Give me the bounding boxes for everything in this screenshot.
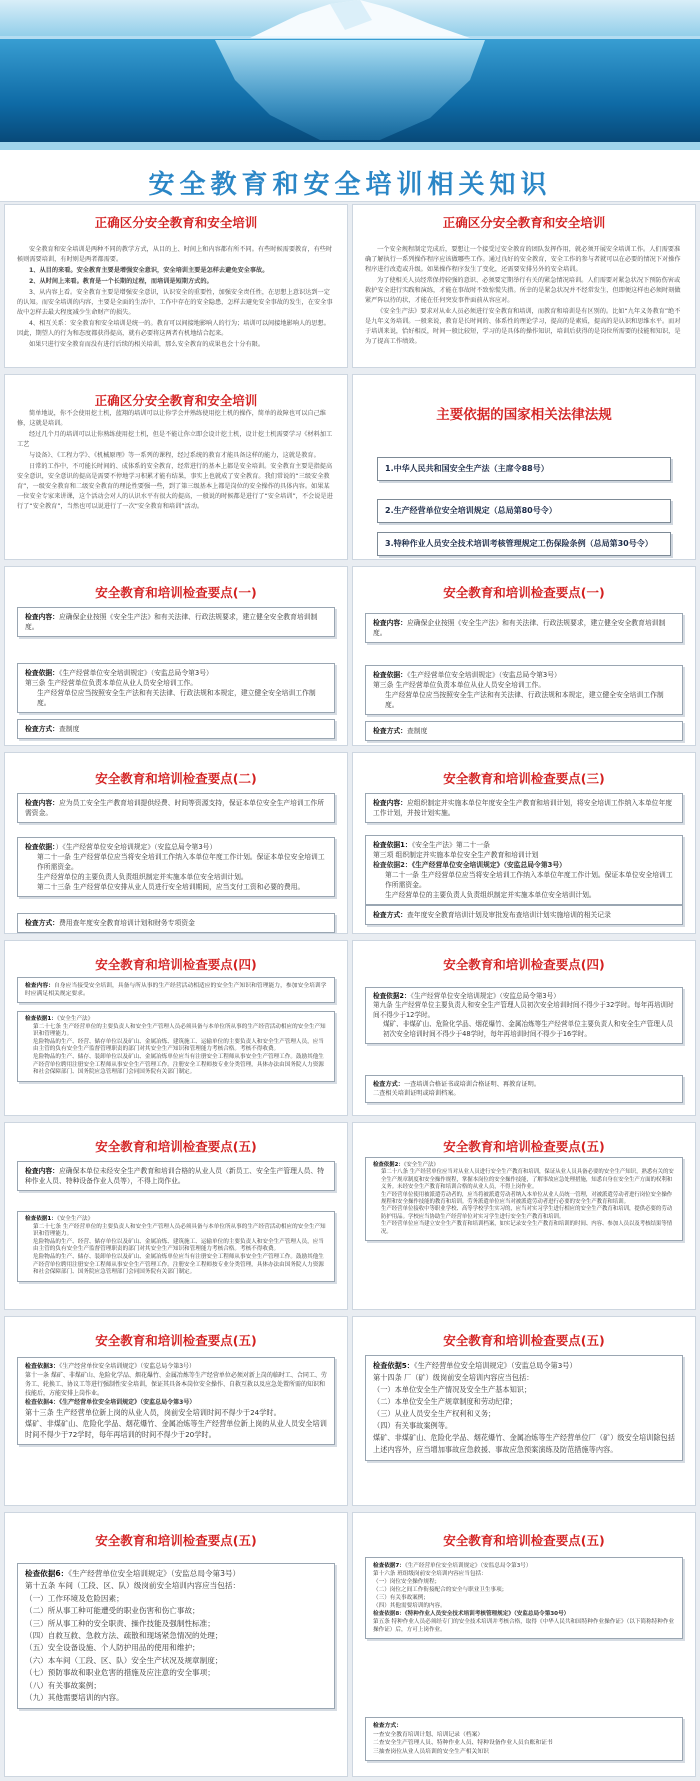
check-basis-label: 检查依据3： bbox=[25, 1363, 60, 1370]
basis-line: （四）自救互救、急救方法、疏散和现场紧急情况的处理； bbox=[25, 1631, 223, 1641]
basis-line: 第十六条 班组级岗前安全培训内容应当包括： bbox=[373, 1571, 487, 1577]
method-line: 二查安全生产管理人员、特种作业人员、特种设备作业人员台账和证书 bbox=[373, 1740, 553, 1747]
iceberg-illustration bbox=[0, 0, 700, 150]
basis-line: （八）有关事故案例； bbox=[25, 1680, 101, 1690]
basis-line: ）《生产经营单位安全培训规定》（安监总局令第3号） bbox=[55, 843, 217, 851]
basis-line: 第二十一条 生产经营单位应当将安全培训工作纳入本单位年度工作计划。保证本单位安全培训工作所需资金。 bbox=[37, 853, 325, 871]
check-content-box bbox=[17, 977, 335, 1003]
check-basis-box bbox=[17, 837, 335, 897]
basis-line: 煤矿、非煤矿山、危险化学品、烟花爆竹、金属冶炼等生产经营单位新上岗的从业人员安全培训时间不得少于72学时，每年再培训的时间不得少于20学时。 bbox=[25, 1419, 327, 1439]
paragraph: 如果只进行安全教育而没有进行后续的相关培训，那么安全教育的成果也会十分有限。 bbox=[29, 341, 265, 348]
paragraph: 《安全生产法》要求对从业人员必须进行安全教育和培训，而教育和培训是有区别的。比如“九年义务教育”绝不是九年义务培训。一般来说，教育是长时间的、体系性的理论学习，提高的是素质，提高的是认识和思维水平。而对于培训来说，恰好相反，时间一般比较短，学习的是具体的操作知识，培训后获得的是岗位所需要的技能和知识，是为了提高工作绩效。 bbox=[365, 308, 681, 345]
check-content-box bbox=[17, 1161, 335, 1191]
check-method-label: 检查方式： bbox=[373, 1723, 402, 1729]
check-content-text: 自身应当接受安全培训，具备与所从事的生产经营活动相适应的安全生产知识和管理能力，参加安全培训学时应满足相关规定要求。 bbox=[25, 983, 327, 997]
basis-line: 生产经营单位应当建立安全生产教育和培训档案，如实记录安全生产教育和培训的时间、内容、参加人员以及考核结果等情况。 bbox=[381, 1221, 673, 1235]
basis-line: 《生产经营单位安全培训规定》（安监总局令第3号） bbox=[413, 1361, 577, 1370]
basis-line: 第五条 特种作业人员必须经专门的安全技术培训并考核合格，取得《中华人民共和国特种作业操作证》（以下简称特种作业操作证）后，方可上岗作业。 bbox=[373, 1619, 675, 1633]
basis-line: （一）岗位安全操作规程； bbox=[373, 1579, 441, 1585]
slide-title: 正确区分安全教育和安全培训 bbox=[442, 215, 606, 230]
basis-line: 危险物品的生产、经营、储存单位以及矿山、金属冶炼、建筑施工、运输单位的主要负责人和安全生产管理人员，应当由主管的负有安全生产监督管理职责的部门对其安全生产知识和管理能力考核合格。考核不得收费。 bbox=[33, 1238, 324, 1253]
check-basis-label: 检查依据5： bbox=[373, 1361, 414, 1370]
check-method-text: 查制度 bbox=[406, 727, 428, 735]
check-content-label: 检查内容： bbox=[25, 613, 59, 621]
basis-line: （二）本单位安全生产规章制度和劳动纪律； bbox=[373, 1397, 517, 1406]
basis-line: （三）有关事故案例； bbox=[373, 1595, 429, 1601]
check-method-label: 检查方式： bbox=[373, 911, 407, 919]
slide-title: 安全教育和培训检查要点(五) bbox=[95, 1533, 257, 1548]
check-basis-box bbox=[365, 1355, 683, 1461]
check-content-text: 应确保企业按照《安全生产法》和有关法律、行政法规要求，建立健全安全教育培训制度。 bbox=[373, 619, 666, 637]
basis-line: 煤矿、非煤矿山、危险化学品、烟花爆竹、金属冶炼等生产经营单位主要负责人和安全生产管理人员初次安全培训时间不得少于48学时，每年再培训时间不得少于16学时。 bbox=[383, 1020, 674, 1038]
basis-line: 第十一条 煤矿、非煤矿山、危险化学品、烟花爆竹、金属冶炼等生产经营单位必须对新上岗的临时工、合同工、劳务工、轮换工、协议工等进行强制性安全培训，保证其具备本岗位安全操作、自救互救以及应急处置所需的知识和技能后，方能安排上岗作业。 bbox=[25, 1372, 327, 1397]
check-basis-label: 检查依据1： bbox=[25, 1216, 57, 1222]
slide-title: 安全教育和培训检查要点(五) bbox=[95, 1333, 257, 1348]
basis-line: 生产经营单位的主要负责人负责组织制定并实施本单位安全培训计划。 bbox=[37, 873, 248, 881]
check-method-text: 查年度安全教育培训计划及审批发布查培训计划实施培训的相关记录 bbox=[406, 911, 611, 919]
basis-line: 检查依据4：《生产经营单位安全培训规定》（安监总局令第3号） bbox=[25, 1399, 196, 1406]
check-basis-box bbox=[365, 1157, 683, 1241]
basis-line: 《生产经营单位安全培训规定》（安监总局令第3号） bbox=[68, 1569, 241, 1578]
slide-1 bbox=[4, 204, 348, 368]
basis-line: 《生产经营单位安全培训规定》（安监总局令第3号） bbox=[406, 671, 561, 679]
paragraph: 日常的工作中，不可能长时间的、成体系的安全教育，经常进行的基本上都是安全培训。安全教育主要是指提高安全意识，安全意识的提高是需要不停地学习积累才能有结果，事实上也就成了安全教育。我们常说的“三级安全教育”，一级安全教育和二级安全教育的理论性要强一些，到了第三级基本上都是岗位的安全操作的具体内容。如果某一位安全专家来讲课，这个活动会对人的认识水平有很大的提高，一般说的时候都是进行了“安全培训”，不会说是进行了“安全教育”，当然也可以说进行了一次“安全教育和培训”活动。 bbox=[17, 463, 333, 510]
paragraph: 简单地说，你不会使用挖土机，蓝翔的培训可以让你学会并熟练使用挖土机的操作，简单的故障也可以自己维修，这就是培训。 bbox=[17, 410, 326, 427]
check-content-label: 检查内容： bbox=[373, 799, 407, 807]
basis-line: 生产经营单位使用被派遣劳动者的，应当将被派遣劳动者纳入本单位从业人员统一管理，对被派遣劳动者进行岗位安全操作规程和安全操作技能的教育和培训。劳务派遣单位应当对被派遣劳动者进行必要的安全生产教育和培训。 bbox=[381, 1191, 673, 1206]
check-method-text: 一查培训合格证书或培训合格证明、再教育证明。 bbox=[403, 1081, 541, 1088]
basis-line: 第三条 生产经营单位负责本单位从业人员安全培训工作。 bbox=[25, 679, 198, 687]
check-content-text: 应为员工安全生产教育培训提供经费、时间等资源支持，保证本单位安全生产培训工作所需资金。 bbox=[25, 799, 325, 817]
slide-5 bbox=[4, 566, 348, 746]
page-title: 安全教育和安全培训相关知识 bbox=[148, 170, 552, 200]
basis-line: 煤矿、非煤矿山、危险化学品、烟花爆竹、金属冶炼等生产经营单位厂（矿）级安全培训除包括上述内容外，应当增加事故应急救援、事故应急预案演练及防范措施等内容。 bbox=[373, 1433, 675, 1454]
slide-title: 安全教育和培训检查要点(三) bbox=[443, 771, 605, 786]
check-basis-box bbox=[17, 1357, 335, 1445]
law-item-3: 3.特种作业人员安全技术培训考核管理规定工伤保险条例（总局第30号令） bbox=[377, 532, 671, 556]
basis-line: 生产经营单位应当按照安全生产法和有关法律、行政法规和本规定，建立健全安全培训工作制度。 bbox=[37, 689, 316, 707]
hero-banner bbox=[0, 0, 700, 150]
slide-body bbox=[365, 245, 683, 348]
basis-line: （六）本车间（工段、区、队）安全生产状况及规章制度； bbox=[25, 1655, 223, 1665]
slide-title: 安全教育和培训检查要点(一) bbox=[443, 585, 605, 600]
paragraph: 2、从时间上来看。教育是一个长期的过程，而培训是短期方式的。 bbox=[29, 278, 213, 285]
check-basis-label: 检查依据： bbox=[25, 843, 56, 851]
basis-line: 生产经营单位应当按照安全生产法和有关法律、行政法规和本规定，建立健全安全培训工作制度。 bbox=[385, 691, 664, 709]
method-line: 三抽查岗位从业人员培训的安全生产相关知识 bbox=[373, 1748, 489, 1755]
slide-10 bbox=[352, 940, 696, 1116]
check-content-box bbox=[17, 793, 335, 823]
basis-line: 第九条 生产经营单位主要负责人和安全生产管理人员初次安全培训时间不得少于32学时。每年再培训时间不得少于12学时。 bbox=[373, 1001, 674, 1019]
basis-line: 《生产经营单位安全培训规定》（安监总局令第3号） bbox=[404, 1563, 532, 1569]
paragraph: 4、相互关系：安全教育和安全培训是统一的。教育可以间接地影响人的行为；培训可以间接地影响人的思想。因此，期望人的行为和态度都获得提高，就有必要将这两者有机地结合起来。 bbox=[17, 320, 330, 337]
slide-7 bbox=[4, 752, 348, 934]
basis-line: 第十五条 车间（工段、区、队）级岗前安全培训内容应当包括： bbox=[25, 1581, 241, 1591]
basis-line: 第二十八条 生产经营单位应当对从业人员进行安全生产教育和培训，保证从业人员具备必要的安全生产知识，熟悉有关的安全生产规章制度和安全操作规程，掌握本岗位的安全操作技能，了解事故应急处理措施，知悉自身在安全生产方面的权利和义务。未经安全生产教育和培训合格的从业人员，不得上岗作业。 bbox=[381, 1169, 674, 1191]
slide-title: 安全教育和培训检查要点(二) bbox=[95, 771, 257, 786]
slide-4 bbox=[352, 374, 696, 560]
basis-line: 生产经营单位的主要负责人负责组织制定并实施本单位安全培训计划。 bbox=[385, 891, 596, 899]
check-basis-box bbox=[17, 1211, 335, 1282]
check-method-box bbox=[365, 1075, 683, 1103]
basis-line: （四）其他需要培训的内容。 bbox=[373, 1603, 446, 1609]
slide-6 bbox=[352, 566, 696, 746]
basis-line: 《生产经营单位安全培训规定》（安监总局令第3号） bbox=[410, 992, 560, 1000]
check-method-label: 检查方式： bbox=[25, 725, 59, 733]
basis-line: （九）其他需要培训的内容。 bbox=[25, 1693, 124, 1703]
basis-line: 第十四条 厂（矿）级岗前安全培训内容应当包括： bbox=[373, 1373, 534, 1382]
check-basis-box bbox=[365, 835, 683, 905]
basis-line: （四）有关事故案例等。 bbox=[373, 1421, 453, 1430]
basis-line: 第三项 组织制定并实施本单位安全生产教育和培训计划 bbox=[373, 851, 539, 859]
check-content-box bbox=[365, 793, 683, 823]
basis-line: 第十三条 生产经营单位新上岗的从业人员，岗前安全培训时间不得少于24学时。 bbox=[25, 1408, 281, 1417]
check-method-text: 费用查年度安全教育培训计划和财务专项资金 bbox=[58, 919, 195, 927]
slide-14 bbox=[352, 1316, 696, 1506]
slide-title: 安全教育和培训检查要点(一) bbox=[95, 585, 257, 600]
paragraph: 1、从目的来看。安全教育主要是增强安全意识，安全培训主要是怎样去避免安全事故。 bbox=[29, 267, 269, 274]
slide-title: 主要依据的国家相关法律法规 bbox=[436, 407, 612, 423]
check-basis-box bbox=[17, 1563, 335, 1709]
check-content-box bbox=[17, 607, 335, 637]
check-content-label: 检查内容： bbox=[373, 619, 407, 627]
law-item-1: 1.中华人民共和国安全生产法（主席令88号） bbox=[377, 457, 671, 481]
basis-line: 《生产经营单位安全培训规定》（安监总局令第3号） bbox=[58, 669, 213, 677]
method-line: 一查安全教育培训计划、培训记录（档案） bbox=[373, 1731, 484, 1738]
basis-line: 检查依据2：《生产经营单位安全培训规定》（安监总局令第3号） bbox=[373, 861, 566, 869]
check-basis-box bbox=[17, 1011, 335, 1082]
basis-line: 第三条 生产经营单位负责本单位从业人员安全培训工作。 bbox=[373, 681, 546, 689]
check-content-label: 检查内容： bbox=[25, 799, 59, 807]
basis-line: 检查依据8：《特种作业人员安全技术培训考核管理规定》（安监总局令第30号） bbox=[373, 1611, 570, 1617]
slide-12 bbox=[352, 1122, 696, 1310]
check-basis-label: 检查依据6： bbox=[25, 1569, 69, 1578]
check-method-box bbox=[17, 719, 335, 739]
slide-2 bbox=[352, 204, 696, 368]
check-basis-label: 检查依据2： bbox=[373, 992, 411, 1000]
law-item-2: 2.生产经营单位安全培训规定（总局第80号令） bbox=[377, 499, 671, 523]
basis-line: （二）所从事工种可能遭受的职业伤害和伤亡事故； bbox=[25, 1606, 200, 1616]
slide-13 bbox=[4, 1316, 348, 1506]
basis-line: （一）工作环境及危险因素； bbox=[25, 1593, 124, 1603]
slide-title: 正确区分安全教育和安全培训 bbox=[94, 393, 258, 408]
slide-16 bbox=[352, 1512, 696, 1777]
check-method-box bbox=[17, 913, 335, 933]
slide-body bbox=[17, 409, 335, 513]
slide-title: 正确区分安全教育和安全培训 bbox=[94, 215, 258, 230]
slide-3 bbox=[4, 374, 348, 560]
slide-15 bbox=[4, 1512, 348, 1777]
basis-line: 危险物品的生产、经营、储存单位以及矿山、金属冶炼、建筑施工、运输单位的主要负责人和安全生产管理人员，应当由主管的负有安全生产监督管理职责的部门对其安全生产知识和管理能力考核合格。考核不得收费。 bbox=[33, 1038, 324, 1053]
check-basis-box bbox=[365, 665, 683, 715]
check-basis-label: 检查依据1： bbox=[373, 841, 412, 849]
slide-title: 安全教育和培训检查要点(五) bbox=[443, 1333, 605, 1348]
check-content-text: 应确保本单位未经安全生产教育和培训合格的从业人员（新员工、安全生产管理人员、特种作业人员、特种设备作业人员等），不得上岗作业。 bbox=[25, 1167, 325, 1185]
basis-line: （七）预防事故和职业危害的措施及应注意的安全事项； bbox=[25, 1668, 215, 1678]
slide-8 bbox=[352, 752, 696, 934]
slide-title: 安全教育和培训检查要点(五) bbox=[443, 1533, 605, 1548]
basis-line: 第二十七条 生产经营单位的主要负责人和安全生产管理人员必须具备与本单位所从事的生产经营活动相应的安全生产知识和管理能力。 bbox=[33, 1023, 326, 1038]
check-method-box bbox=[365, 721, 683, 741]
check-basis-box bbox=[17, 663, 335, 713]
paragraph: 安全教育和安全培训是两种不同的教学方式，从目的上、时间上和内容都有所不同。有些时候需要教育，有些时候则需要培训，有时则是两者都需要。 bbox=[17, 246, 333, 263]
check-method-box bbox=[365, 1717, 683, 1761]
check-basis-label: 检查依据： bbox=[373, 671, 407, 679]
basis-line: （三）从业人员安全生产权利和义务； bbox=[373, 1409, 496, 1418]
check-basis-label: 检查依据1： bbox=[25, 1016, 57, 1022]
slide-title: 安全教育和培训检查要点(四) bbox=[443, 957, 605, 972]
slide-title: 安全教育和培训检查要点(五) bbox=[443, 1139, 605, 1154]
basis-line: 生产经营单位接收中等职业学校、高等学校学生实习的，应当对实习学生进行相应的安全生产教育和培训，提供必要的劳动防护用品。学校应当协助生产经营单位对实习学生进行安全生产教育和培训。 bbox=[381, 1206, 673, 1220]
check-content-label: 检查内容： bbox=[25, 1167, 59, 1175]
check-basis-box bbox=[365, 1557, 683, 1639]
paragraph: 一个安全规程制定完成后，要想让一个接受过安全教育的团队发挥作用，就必须开展安全培训工作。人们需要准确了解执行一系列操作程序应该做哪些工作。通过良好的安全教育，安全工作的参与者就可以在必要的情况下对操作程序进行改造或升级。如果操作程序发生了变化，还需要安排另外的安全培训。 bbox=[365, 246, 681, 273]
basis-line: 《安全生产法》 bbox=[56, 1016, 94, 1022]
check-content-text: 应确保企业按照《安全生产法》和有关法律、行政法规要求，建立健全安全教育培训制度。 bbox=[25, 613, 318, 631]
slide-9 bbox=[4, 940, 348, 1116]
check-method-box bbox=[365, 905, 683, 925]
check-basis-box bbox=[365, 987, 683, 1044]
check-content-label: 检查内容： bbox=[25, 983, 54, 989]
check-basis-label: 检查依据2： bbox=[373, 1162, 404, 1168]
check-basis-label: 检查依据： bbox=[25, 669, 59, 677]
basis-line: 第二十七条 生产经营单位的主要负责人和安全生产管理人员必须具备与本单位所从事的生产经营活动相应的安全生产知识和管理能力。 bbox=[33, 1223, 326, 1238]
check-basis-label: 检查依据7： bbox=[373, 1563, 405, 1569]
basis-line: 第二十一条 生产经营单位应当将安全培训工作纳入本单位年度工作计划。保证本单位安全培训工作所需资金。 bbox=[385, 871, 673, 889]
basis-line: 第二十三条 生产经营单位安排从业人员进行安全培训期间，应当支付工资和必要的费用。 bbox=[37, 883, 305, 891]
basis-line: （一）本单位安全生产情况及安全生产基本知识； bbox=[373, 1385, 532, 1394]
slide-title: 安全教育和培训检查要点(四) bbox=[95, 957, 257, 972]
check-method-text: 查制度 bbox=[58, 725, 80, 733]
paragraph: 为了使相关人员经常保持较强的意识、必须要定期举行有关的紧急情况培训。人们需要对紧急状况下预防伤害或救护安全进行实践和演练，才能在事故时不致惊慌失措。所幸的是紧急状况并不经常发生，但即便这样也必须时刻做紧严阵以待的状，才能在任何突发事件面前从容应对。 bbox=[365, 277, 681, 304]
check-method-label: 检查方式： bbox=[373, 1081, 404, 1088]
slide-11 bbox=[4, 1122, 348, 1310]
paragraph: 经过几个月的培训可以让你熟练使用挖土机，但是不能让你立即会设计挖土机，设计挖土机需要学习《材料加工工艺 bbox=[17, 431, 333, 448]
check-method-label: 检查方式： bbox=[25, 919, 59, 927]
check-method-label: 检查方式： bbox=[373, 727, 407, 735]
slide-title: 安全教育和培训检查要点(五) bbox=[95, 1139, 257, 1154]
page-title-bar bbox=[0, 150, 700, 202]
basis-line: 危险物品的生产、储存、装卸单位以及矿山、金属冶炼单位应当有注册安全工程师从事安全生产管理工作。鼓励其他生产经营单位聘用注册安全工程师从事安全生产管理工作。注册安全工程师按专业分类管理，具体办法由国务院人力资源和社会保障部门、国务院应急管理部门会同国务院有关部门制定。 bbox=[33, 1053, 324, 1076]
paragraph: 与设备》、《工程力学》、《机械原理》等一系列的课程，经过系统的教育才能具备这样的能力，这就是教育。 bbox=[29, 452, 320, 459]
basis-line: 《生产经营单位安全培训规定》（安监总局令第3号） bbox=[59, 1363, 196, 1370]
basis-line: （二）岗位之间工作衔接配合的安全与职业卫生事项； bbox=[373, 1587, 508, 1593]
basis-line: 危险物品的生产、储存、装卸单位以及矿山、金属冶炼单位应当有注册安全工程师从事安全生产管理工作。鼓励其他生产经营单位聘用注册安全工程师从事安全生产管理工作。注册安全工程师按专业分类管理，具体办法由国务院人力资源和社会保障部门、国务院应急管理部门会同国务院有关部门制定。 bbox=[33, 1253, 324, 1276]
check-content-text: 应组织制定并实施本单位年度安全生产教育和培训计划，将安全培训工作纳入本单位年度工作计划，并按计划实施。 bbox=[373, 799, 673, 817]
basis-line: （五）安全设备设施、个人防护用品的使用和维护； bbox=[25, 1643, 200, 1653]
paragraph: 3、从内容上看。安全教育主要是增强安全意识，认识安全的重要性，加强安全责任性，在思想上意识达到一定的认知。而安全培训的内容，主要是全面的生活中、工作中存在的安全隐患，怎样去避免安全事故的发生，在安全事故中怎样去最大程度减少生命财产的损失。 bbox=[17, 289, 333, 316]
basis-line: 《安全生产法》第二十一条 bbox=[411, 841, 490, 849]
basis-line: 《安全生产法》 bbox=[56, 1216, 94, 1222]
basis-line: 《安全生产法》 bbox=[403, 1162, 439, 1168]
check-method-text-2: 二查相关培训证明或培训档案。 bbox=[373, 1090, 460, 1097]
basis-line: （三）所从事工种的安全职责、操作技能及强制性标准； bbox=[25, 1618, 215, 1628]
slide-body bbox=[17, 245, 335, 351]
check-content-box bbox=[365, 613, 683, 643]
